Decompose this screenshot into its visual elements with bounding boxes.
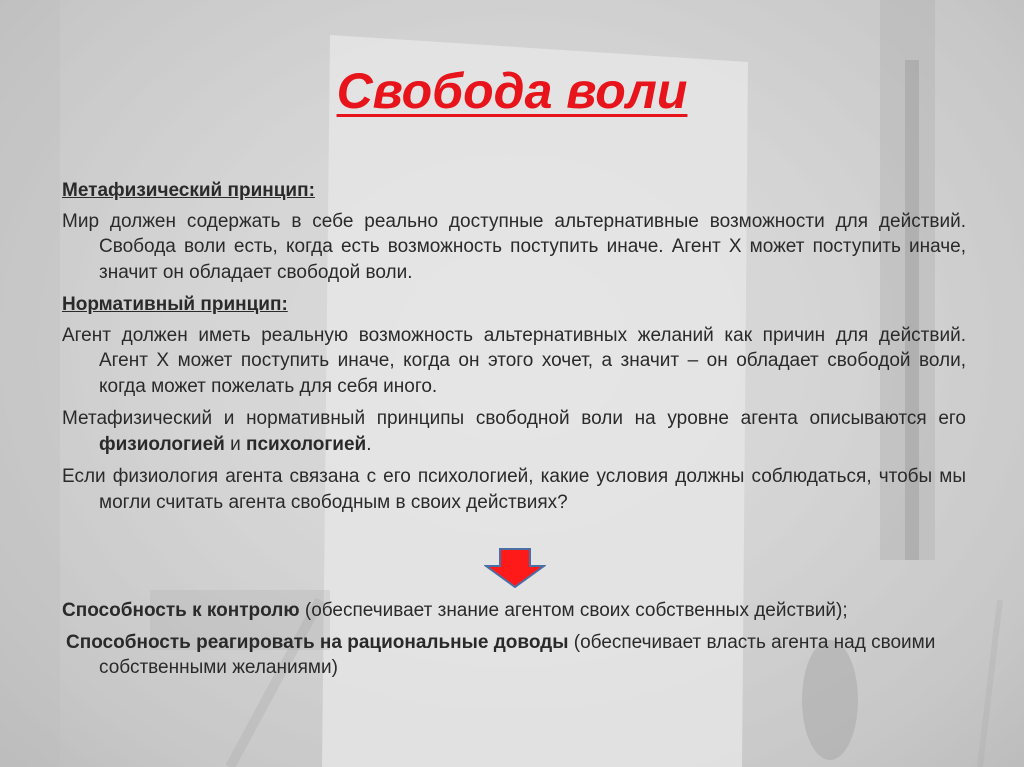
- rational-response-ability: [62, 630, 966, 681]
- rational-response-text: (обеспечивает власть агента над своими собственными желаниями): [99, 631, 936, 678]
- slide-title: Свобода воли: [336, 63, 688, 119]
- combined-prefix: Метафизический и нормативный принципы свободной воли на уровне агента описываются его: [62, 408, 966, 429]
- metaphysical-paragraph: Мир должен содержать в себе реально доступные альтернативные возможности для действий. Свобода воли есть, когда есть возможность поступить иначе. Агент X может поступить иначе, значит он обладает свободой воли.: [62, 210, 966, 283]
- control-ability-label: Способность к контролю: [62, 600, 300, 621]
- slide-content: [62, 178, 966, 522]
- physiology-term: физиологией: [99, 433, 225, 455]
- combined-suffix: .: [366, 433, 372, 455]
- combined-and: и: [224, 433, 247, 455]
- rational-response-label: Способность реагировать на рациональные доводы: [66, 631, 569, 653]
- normative-heading: Нормативный принцип:: [62, 294, 288, 315]
- combined-paragraph: [62, 406, 966, 457]
- down-arrow-icon: [484, 548, 546, 588]
- conclusions: [62, 598, 966, 687]
- psychology-term: психологией: [246, 433, 367, 455]
- metaphysical-heading: Метафизический принцип:: [62, 180, 315, 201]
- normative-paragraph: Агент должен иметь реальную возможность альтернативных желаний как причин для действий. Агент X может поступить иначе, когда он этого хочет, а значит – он обладает свободой воли, когда может пожелать для себя иного.: [62, 324, 966, 397]
- control-ability-text: (обеспечивает знание агентом своих собственных действий);: [299, 600, 848, 621]
- question-paragraph: Если физиология агента связана с его психологией, какие условия должны соблюдаться, чтобы мы могли считать агента свободным в своих действиях?: [62, 466, 966, 513]
- control-ability: [62, 598, 966, 624]
